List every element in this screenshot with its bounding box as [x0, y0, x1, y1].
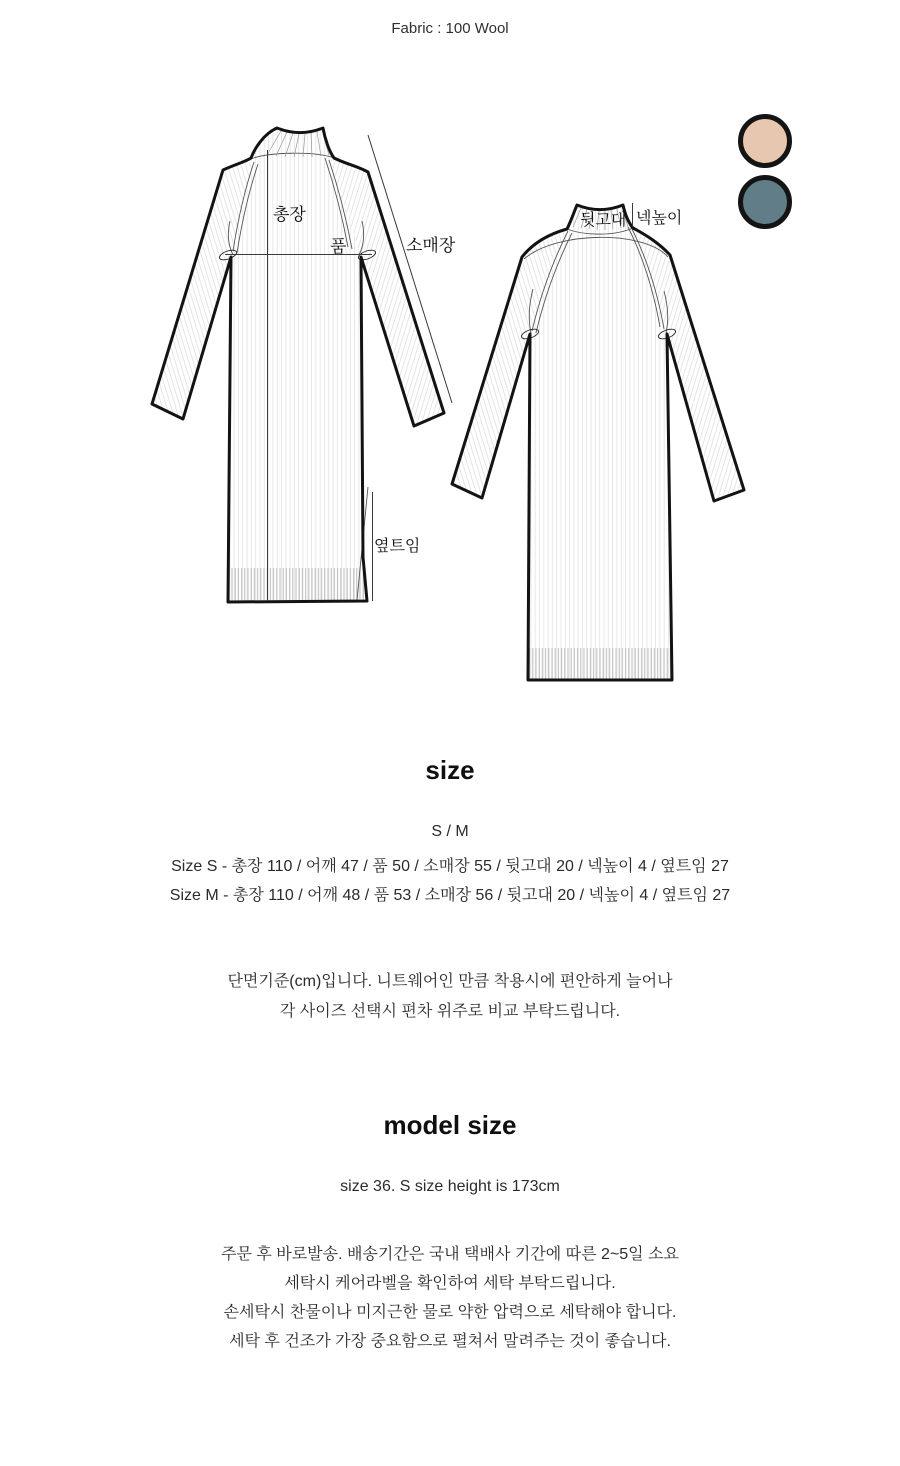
garment-diagram — [0, 91, 900, 711]
size-note-line: 각 사이즈 선택시 편차 위주로 비교 부탁드립니다. — [279, 1003, 621, 1020]
size-range: S / M — [431, 823, 469, 840]
model-info: size 36. S size height is 173cm — [340, 1178, 560, 1195]
size-row-m: Size M - 총장 110 / 어깨 48 / 품 53 / 소매장 56 / 뒷고대 20 / 넥높이 4 / 옆트임 27 — [169, 887, 731, 904]
label-total-length: 총장 — [273, 205, 306, 224]
model-size-section-title: model size — [383, 1110, 517, 1140]
label-side-slit: 옆트임 — [374, 538, 421, 555]
size-note-line: 단면기준(cm)입니다. 니트웨어인 만큼 착용시에 편안하게 늘어나 — [227, 973, 673, 990]
care-note-line: 손세탁시 찬물이나 미지근한 물로 약한 압력으로 세탁해야 합니다. — [223, 1304, 677, 1321]
size-row-s: Size S - 총장 110 / 어깨 47 / 품 50 / 소매장 55 / 뒷고대 20 / 넥높이 4 / 옆트임 27 — [171, 858, 729, 875]
label-width: 품 — [330, 237, 347, 256]
care-note-line: 세탁 후 건조가 가장 중요함으로 펼쳐서 말려주는 것이 좋습니다. — [229, 1333, 671, 1350]
size-section-title: size — [425, 755, 475, 785]
size-notes — [0, 967, 900, 1027]
label-neck-height: 넥높이 — [636, 210, 683, 227]
front-view — [152, 128, 456, 602]
care-note-line: 주문 후 바로발송. 배송기간은 국내 택배사 기간에 따른 2~5일 소요 — [221, 1246, 679, 1263]
label-sleeve-length: 소매장 — [406, 236, 456, 255]
color-swatch-beige — [738, 114, 792, 168]
color-swatch-charcoal-blue — [738, 175, 792, 229]
size-table — [0, 852, 900, 910]
back-view — [452, 203, 744, 680]
label-back-neck: 뒷고대 — [580, 212, 627, 229]
care-note-line: 세탁시 케어라벨을 확인하여 세탁 부탁드립니다. — [284, 1275, 616, 1292]
shipping-care-notes — [0, 1240, 900, 1356]
fabric-info: Fabric : 100 Wool — [391, 20, 509, 37]
